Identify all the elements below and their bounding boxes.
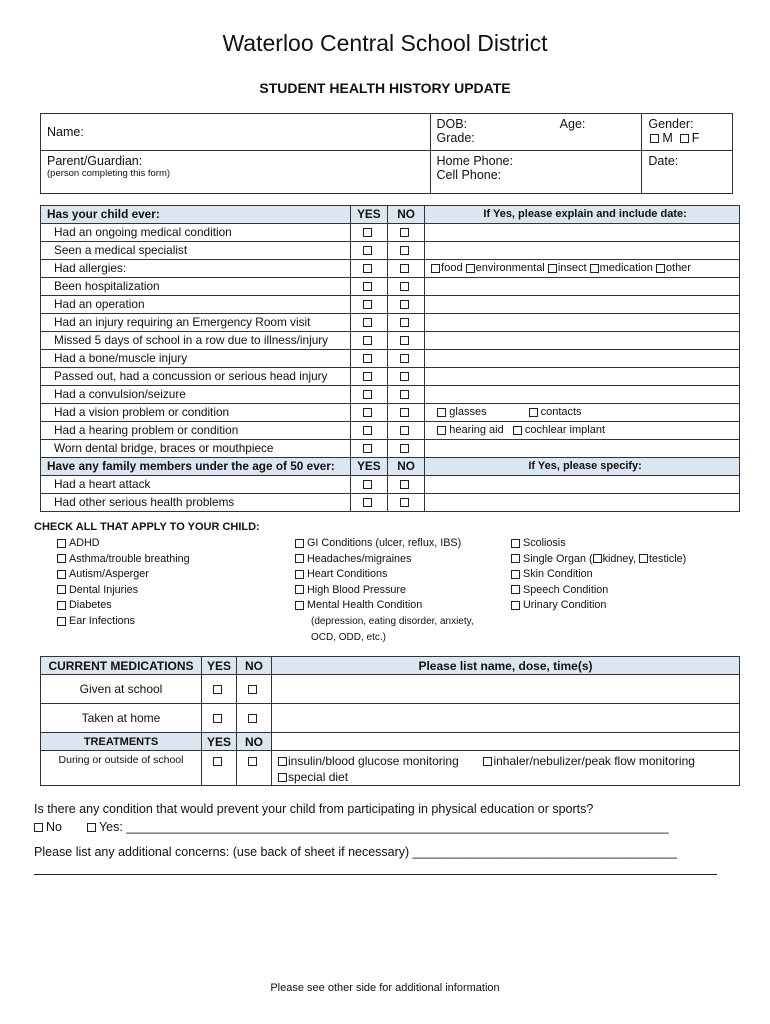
allergy-checkbox[interactable] (431, 264, 440, 273)
history-no-checkbox[interactable] (400, 408, 409, 417)
history-no-checkbox[interactable] (400, 300, 409, 309)
history-question: Had a hearing problem or condition (41, 422, 351, 440)
history-row (41, 404, 740, 422)
family-explain-field[interactable] (425, 476, 740, 494)
treatments-header: TREATMENTS (41, 733, 202, 751)
history-yes-checkbox[interactable] (363, 282, 372, 291)
medications-table (40, 656, 740, 786)
history-no-checkbox[interactable] (400, 318, 409, 327)
family-question: Had other serious health problems (41, 494, 351, 512)
mental-health-note-2: OCD, ODD, etc.) (311, 631, 387, 643)
glasses-checkbox[interactable] (437, 408, 446, 417)
taken-yes-checkbox[interactable] (213, 714, 222, 723)
male-checkbox[interactable] (650, 134, 659, 143)
history-no-checkbox[interactable] (400, 246, 409, 255)
pe-yes-checkbox[interactable] (87, 823, 96, 832)
history-question: Had an operation (41, 296, 351, 314)
history-explain-field[interactable] (425, 350, 740, 368)
check-all-heading: CHECK ALL THAT APPLY TO YOUR CHILD: (34, 521, 260, 533)
condition-item: GI Conditions (ulcer, reflux, IBS) (295, 536, 474, 552)
condition-checkbox[interactable] (511, 585, 520, 594)
cell-phone-field[interactable]: Cell Phone: (436, 168, 502, 182)
treat-yes-checkbox[interactable] (213, 757, 222, 766)
history-row (41, 278, 740, 296)
history-explain-field[interactable] (425, 224, 740, 242)
treat-no-header: NO (237, 733, 272, 751)
history-no-checkbox[interactable] (400, 264, 409, 273)
family-no-checkbox[interactable] (400, 480, 409, 489)
condition-item: Headaches/migraines (295, 552, 474, 568)
condition-checkbox[interactable] (295, 601, 304, 610)
gender-label: Gender: (648, 117, 694, 131)
footer-note: Please see other side for additional information (270, 982, 500, 994)
contacts-checkbox[interactable] (529, 408, 538, 417)
history-explain-field[interactable]: hearing aid cochlear implant (425, 422, 740, 440)
pe-no-label: No (46, 820, 62, 834)
history-row (41, 440, 740, 458)
condition-checkbox[interactable] (57, 601, 66, 610)
given-details-field[interactable] (272, 675, 740, 704)
history-explain-field[interactable] (425, 314, 740, 332)
family-question: Had a heart attack (41, 476, 351, 494)
concerns-line[interactable] (34, 862, 717, 875)
condition-item: Autism/Asperger (57, 567, 190, 583)
history-question-header: Has your child ever: (41, 206, 351, 224)
condition-checkbox[interactable] (57, 585, 66, 594)
history-yes-checkbox[interactable] (363, 228, 372, 237)
allergy-checkbox[interactable] (590, 264, 599, 273)
history-question: Had an ongoing medical condition (41, 224, 351, 242)
history-row (41, 242, 740, 260)
family-explain-header: If Yes, please specify: (425, 458, 740, 476)
taken-at-home-label: Taken at home (41, 704, 202, 733)
male-label: M (662, 131, 673, 145)
taken-no-checkbox[interactable] (248, 714, 257, 723)
condition-item: Diabetes (57, 598, 190, 614)
history-yes-checkbox[interactable] (363, 246, 372, 255)
family-yes-header: YES (350, 458, 387, 476)
history-row (41, 224, 740, 242)
history-yes-checkbox[interactable] (363, 354, 372, 363)
history-question: Worn dental bridge, braces or mouthpiece (41, 440, 351, 458)
history-row (41, 296, 740, 314)
female-label: F (691, 131, 700, 145)
medications-header: CURRENT MEDICATIONS (41, 657, 202, 675)
home-phone-field[interactable]: Home Phone: (436, 154, 513, 168)
conditions-column-3 (511, 536, 686, 614)
insulin-checkbox[interactable] (278, 757, 287, 766)
mental-health-note-1: (depression, eating disorder, anxiety, (311, 615, 474, 627)
treat-no-checkbox[interactable] (248, 757, 257, 766)
conditions-column-2 (295, 536, 474, 645)
yes-header: YES (350, 206, 387, 224)
family-yes-checkbox[interactable] (363, 498, 372, 507)
allergy-checkbox[interactable] (466, 264, 475, 273)
kidney-checkbox[interactable] (593, 554, 602, 563)
history-row (41, 422, 740, 440)
history-explain-field[interactable] (425, 278, 740, 296)
history-no-checkbox[interactable] (400, 390, 409, 399)
during-outside-label: During or outside of school (41, 751, 202, 786)
history-header-row (41, 206, 740, 224)
family-row (41, 476, 740, 494)
condition-item: ADHD (57, 536, 190, 552)
cochlear-checkbox[interactable] (513, 426, 522, 435)
history-yes-checkbox[interactable] (363, 426, 372, 435)
history-explain-field[interactable] (425, 242, 740, 260)
pe-answer-row (34, 820, 669, 834)
history-yes-checkbox[interactable] (363, 408, 372, 417)
history-yes-checkbox[interactable] (363, 372, 372, 381)
history-row (41, 332, 740, 350)
testicle-checkbox[interactable] (639, 554, 648, 563)
pe-yes-field[interactable]: Yes: ______________________________________________________________________________ (98, 820, 669, 834)
explain-header: If Yes, please explain and include date: (425, 206, 740, 224)
conditions-column-1 (57, 536, 190, 630)
history-no-checkbox[interactable] (400, 228, 409, 237)
hearing-aid-checkbox[interactable] (437, 426, 446, 435)
condition-item: Urinary Condition (511, 598, 686, 614)
med-list-header: Please list name, dose, time(s) (272, 657, 740, 675)
special-diet-label: special diet (288, 770, 349, 784)
history-explain-field[interactable] (425, 296, 740, 314)
district-title: Waterloo Central School District (222, 30, 548, 56)
history-question: Passed out, had a concussion or serious head injury (41, 368, 351, 386)
history-yes-checkbox[interactable] (363, 336, 372, 345)
history-yes-checkbox[interactable] (363, 444, 372, 453)
condition-checkbox[interactable] (511, 539, 520, 548)
treat-yes-header: YES (202, 733, 237, 751)
history-question: Had allergies: (41, 260, 351, 278)
family-row (41, 494, 740, 512)
history-yes-checkbox[interactable] (363, 264, 372, 273)
history-question: Had an injury requiring an Emergency Room visit (41, 314, 351, 332)
history-explain-field[interactable] (425, 332, 740, 350)
condition-item: Speech Condition (511, 583, 686, 599)
history-question: Been hospitalization (41, 278, 351, 296)
pe-question: Is there any condition that would prevent your child from participating in physical education or sports? (34, 802, 594, 816)
history-explain-field[interactable]: glasses contacts (425, 404, 740, 422)
special-diet-checkbox[interactable] (278, 773, 287, 782)
history-question: Had a vision problem or condition (41, 404, 351, 422)
allergy-checkbox[interactable] (548, 264, 557, 273)
med-yes-header: YES (202, 657, 237, 675)
pe-no-checkbox[interactable] (34, 823, 43, 832)
parent-field[interactable] (41, 151, 431, 194)
med-no-header: NO (237, 657, 272, 675)
health-history-table (40, 205, 740, 512)
history-question: Had a convulsion/seizure (41, 386, 351, 404)
condition-item: High Blood Pressure (295, 583, 474, 599)
history-row (41, 260, 740, 278)
history-row (41, 368, 740, 386)
history-question: Missed 5 days of school in a row due to illness/injury (41, 332, 351, 350)
condition-checkbox[interactable] (57, 554, 66, 563)
family-explain-field[interactable] (425, 494, 740, 512)
dob-field[interactable]: DOB: (436, 117, 468, 131)
no-header: NO (387, 206, 424, 224)
family-no-checkbox[interactable] (400, 498, 409, 507)
condition-checkbox[interactable] (57, 617, 66, 626)
family-no-header: NO (387, 458, 424, 476)
history-explain-field[interactable] (425, 386, 740, 404)
condition-checkbox[interactable] (511, 570, 520, 579)
condition-checkbox[interactable] (295, 554, 304, 563)
history-question: Seen a medical specialist (41, 242, 351, 260)
family-yes-checkbox[interactable] (363, 480, 372, 489)
condition-checkbox[interactable] (511, 554, 520, 563)
family-header-row (41, 458, 740, 476)
form-title: STUDENT HEALTH HISTORY UPDATE (259, 80, 511, 96)
history-row (41, 350, 740, 368)
history-no-checkbox[interactable] (400, 336, 409, 345)
history-row (41, 314, 740, 332)
inhaler-checkbox[interactable] (483, 757, 492, 766)
name-field[interactable] (41, 114, 431, 151)
history-explain-field[interactable]: food environmental insect medication other (425, 260, 740, 278)
condition-checkbox[interactable] (57, 570, 66, 579)
condition-checkbox[interactable] (295, 585, 304, 594)
condition-checkbox[interactable] (295, 539, 304, 548)
history-row (41, 386, 740, 404)
history-explain-field[interactable] (425, 440, 740, 458)
allergy-checkbox[interactable] (656, 264, 665, 273)
history-yes-checkbox[interactable] (363, 390, 372, 399)
date-field[interactable]: Date: (648, 154, 679, 168)
history-no-checkbox[interactable] (400, 426, 409, 435)
parent-label: Parent/Guardian: (47, 154, 143, 168)
condition-item: Ear Infections (57, 614, 190, 630)
age-field[interactable]: Age: (559, 117, 586, 131)
history-yes-checkbox[interactable] (363, 300, 372, 309)
family-question-header: Have any family members under the age of 50 ever: (41, 458, 351, 476)
condition-checkbox[interactable] (511, 601, 520, 610)
condition-item: Heart Conditions (295, 567, 474, 583)
condition-item: Asthma/trouble breathing (57, 552, 190, 568)
insulin-label: insulin/blood glucose monitoring (288, 754, 459, 768)
inhaler-label: inhaler/nebulizer/peak flow monitoring (493, 754, 695, 768)
condition-checkbox[interactable] (57, 539, 66, 548)
parent-note: (person completing this form) (47, 168, 171, 179)
condition-item: Mental Health Condition (295, 598, 474, 614)
history-no-checkbox[interactable] (400, 444, 409, 453)
student-info-box (40, 113, 733, 194)
taken-details-field[interactable] (272, 704, 740, 733)
condition-item: Dental Injuries (57, 583, 190, 599)
concerns-field[interactable]: Please list any additional concerns: (use back of sheet if necessary) ______________________________________ (34, 845, 677, 859)
condition-item: Single Organ ( kidney, testicle) (511, 552, 686, 568)
given-no-checkbox[interactable] (248, 685, 257, 694)
history-no-checkbox[interactable] (400, 354, 409, 363)
history-question: Had a bone/muscle injury (41, 350, 351, 368)
condition-checkbox[interactable] (295, 570, 304, 579)
condition-item: Scoliosis (511, 536, 686, 552)
history-explain-field[interactable] (425, 368, 740, 386)
name-label: Name: (47, 125, 84, 139)
history-no-checkbox[interactable] (400, 372, 409, 381)
history-yes-checkbox[interactable] (363, 318, 372, 327)
female-checkbox[interactable] (680, 134, 689, 143)
given-at-school-label: Given at school (41, 675, 202, 704)
given-yes-checkbox[interactable] (213, 685, 222, 694)
condition-item: Skin Condition (511, 567, 686, 583)
grade-field[interactable]: Grade: (436, 131, 475, 145)
history-no-checkbox[interactable] (400, 282, 409, 291)
